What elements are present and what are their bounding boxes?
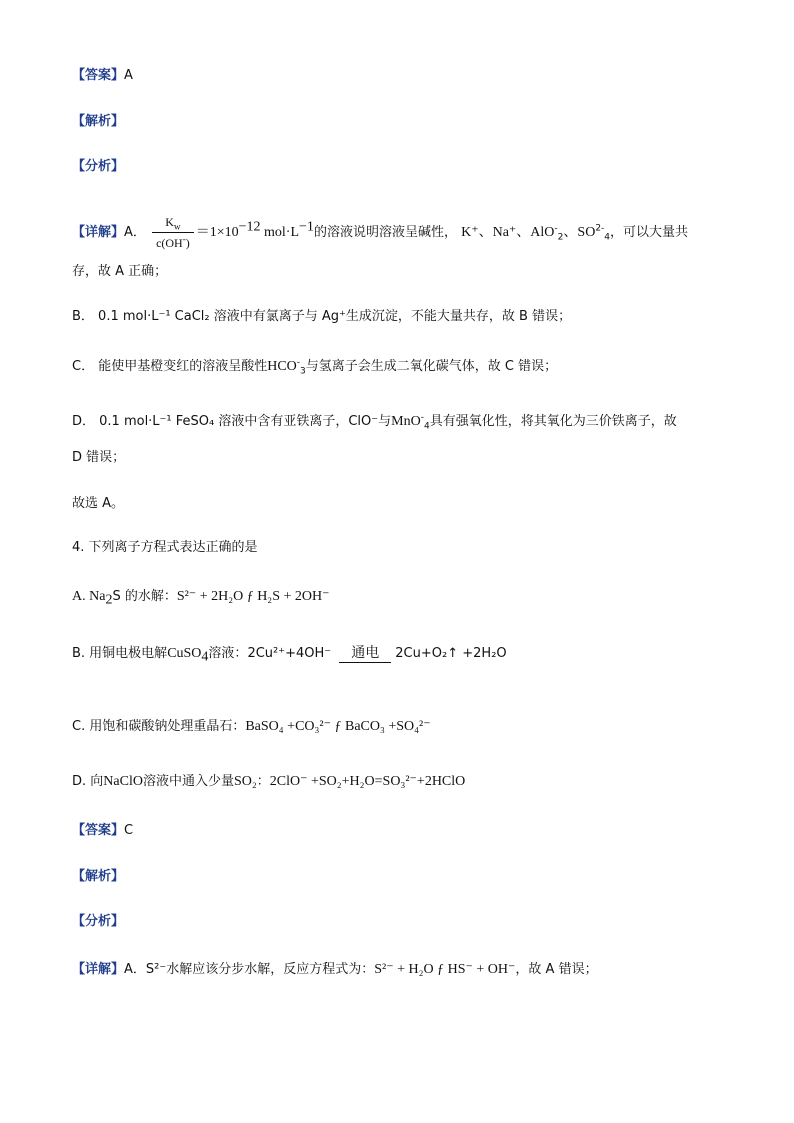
answer-value: A xyxy=(124,68,133,83)
detail-a-line1-q3: 【详解】A． $\frac{K_w}{c(OH^-)}$ $=1\times 10^{-12}$ $mol\cdot L^{-1}$的溶液说明溶液呈碱性， K⁺、Na⁺、AlO-$_2$、$SO^{2-}_4$，可以大量共 xyxy=(72,212,688,253)
option-a-q4: A. $Na_2S$ 的水解：S²⁻ + 2H₂O ƒ H₂S + 2OH⁻ xyxy=(72,589,330,608)
question-stem-q4: 4. 下列离子方程式表达正确的是 xyxy=(72,540,258,555)
gas-up-arrow-icon: ↑ xyxy=(447,646,459,661)
answer-tag: 【答案】 xyxy=(72,68,125,83)
conclusion-q3: 故选 A。 xyxy=(72,496,125,511)
kw-fraction: $\frac{K_w}{c(OH^-)}$ xyxy=(152,212,194,253)
detail-tag: 【详解】 xyxy=(72,225,125,240)
detail-d-line2-q3: D 错误； xyxy=(72,450,126,465)
option-b-q4: B. 用铜电极电解CuSO$_4$溶液：2Cu²⁺+4OH⁻ 通电 2Cu+O₂↑ +2H₂O xyxy=(72,644,507,665)
answer-line-q3 xyxy=(72,66,133,86)
analysis-tag-q3: 【解析】 xyxy=(72,114,125,129)
detail-d-line1-q3: D． 0.1 mol·L⁻¹ FeSO₄ 溶液中含有亚铁离子，ClO⁻与MnO-$_4$具有强氧化性，将其氧化为三价铁离子，故 xyxy=(72,412,677,432)
fenxi-tag-q3: 【分析】 xyxy=(72,159,125,174)
fenxi-tag-q4: 【分析】 xyxy=(72,914,125,929)
option-c-q4: C. 用饱和碳酸钠处理重晶石：BaSO₄ +CO₃²⁻ ƒ BaCO₃ +SO₄²⁻ xyxy=(72,719,431,734)
detail-c-q3: C． 能使甲基橙变红的溶液呈酸性$HCO^-_3$与氢离子会生成二氧化碳气体，故 C 错误； xyxy=(72,357,558,377)
answer-value: C xyxy=(124,823,134,838)
electrolysis-arrow: 通电 xyxy=(339,645,391,663)
analysis-tag-q4: 【解析】 xyxy=(72,869,125,884)
detail-tag: 【详解】 xyxy=(72,962,125,977)
answer-line-q4 xyxy=(72,821,133,841)
option-d-q4: D. 向NaClO溶液中通入少量SO₂：2ClO⁻ +SO₂+H₂O=SO₃²⁻+2HClO xyxy=(72,774,466,789)
detail-a-q4: 【详解】A．S²⁻水解应该分步水解，反应方程式为：S²⁻ + H₂O ƒ HS⁻ + OH⁻，故 A 错误； xyxy=(72,962,598,977)
answer-tag: 【答案】 xyxy=(72,823,125,838)
detail-a-line2-q3: 存，故 A 正确； xyxy=(72,264,168,279)
detail-b-q3: B． 0.1 mol·L⁻¹ CaCl₂ 溶液中有氯离子与 Ag⁺生成沉淀，不能大量共存，故 B 错误； xyxy=(72,309,572,324)
